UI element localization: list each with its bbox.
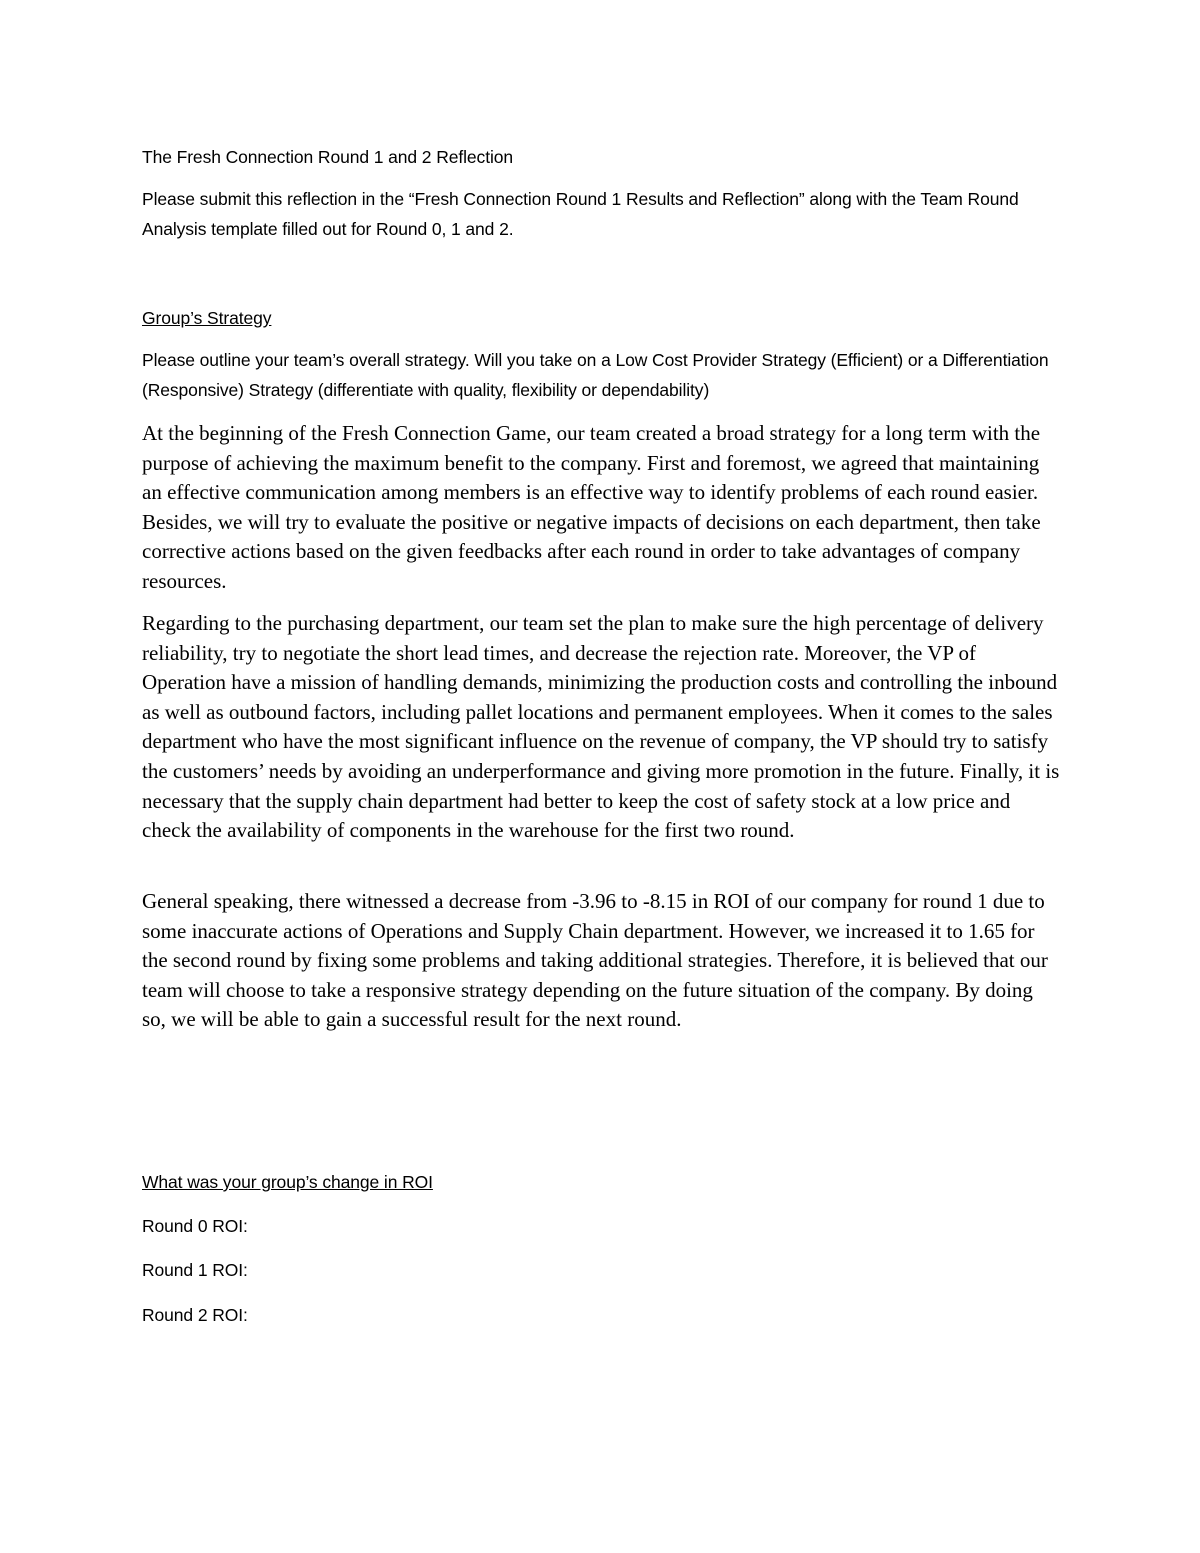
submission-instructions: Please submit this reflection in the “Fresh Connection Round 1 Results and Reflection” along with the Team Round Analysis template filled out for Round 0, 1 and 2. [142, 189, 1019, 239]
strategy-paragraph-overview: At the beginning of the Fresh Connection Game, our team created a broad strategy for a long term with the purpose of achieving the maximum benefit to the company. First and foremost, we agreed that maintaining an effective communication among members is an effective way to identify problems of each round easier. Besides, we will try to evaluate the positive or negative impacts of decisions on each department, then take corrective actions based on the given feedbacks after each round in order to take advantages of company resources. [142, 421, 1041, 593]
strategy-paragraph-roi-summary: General speaking, there witnessed a decrease from -3.96 to -8.15 in ROI of our company for round 1 due to some inaccurate actions of Operations and Supply Chain department. However, we increased it to 1.65 for the second round by fixing some problems and taking additional strategies. Therefore, it is believed that our team will choose to take a responsive strategy depending on the future situation of the company. By doing so, we will be able to gain a successful result for the next round. [142, 889, 1048, 1032]
roi-section-heading: What was your group’s change in ROI [142, 1172, 433, 1192]
document-title: The Fresh Connection Round 1 and 2 Reflection [142, 147, 514, 167]
strategy-prompt: Please outline your team’s overall strategy. Will you take on a Low Cost Provider Strategy (Efficient) or a Differentiation (Responsive) Strategy (differentiate with quality, flexibility or dependability) [142, 350, 1049, 400]
roi-row-round-2: Round 2 ROI: [142, 1305, 248, 1325]
strategy-section-heading: Group’s Strategy [142, 308, 272, 328]
roi-row-round-1: Round 1 ROI: [142, 1260, 248, 1280]
roi-row-round-0: Round 0 ROI: [142, 1216, 248, 1236]
strategy-paragraph-departments: Regarding to the purchasing department, our team set the plan to make sure the high percentage of delivery reliability, try to negotiate the short lead times, and decrease the rejection rate. Moreover, the VP of Operation have a mission of handling demands, minimizing the production costs and controlling the inbound as well as outbound factors, including pallet locations and permanent employees. When it comes to the sales department who have the most significant influence on the revenue of company, the VP should try to satisfy the customers’ needs by avoiding an underperformance and giving more promotion in the future. Finally, it is necessary that the supply chain department had better to keep the cost of safety stock at a low price and check the availability of components in the warehouse for the first two round. [142, 611, 1060, 843]
